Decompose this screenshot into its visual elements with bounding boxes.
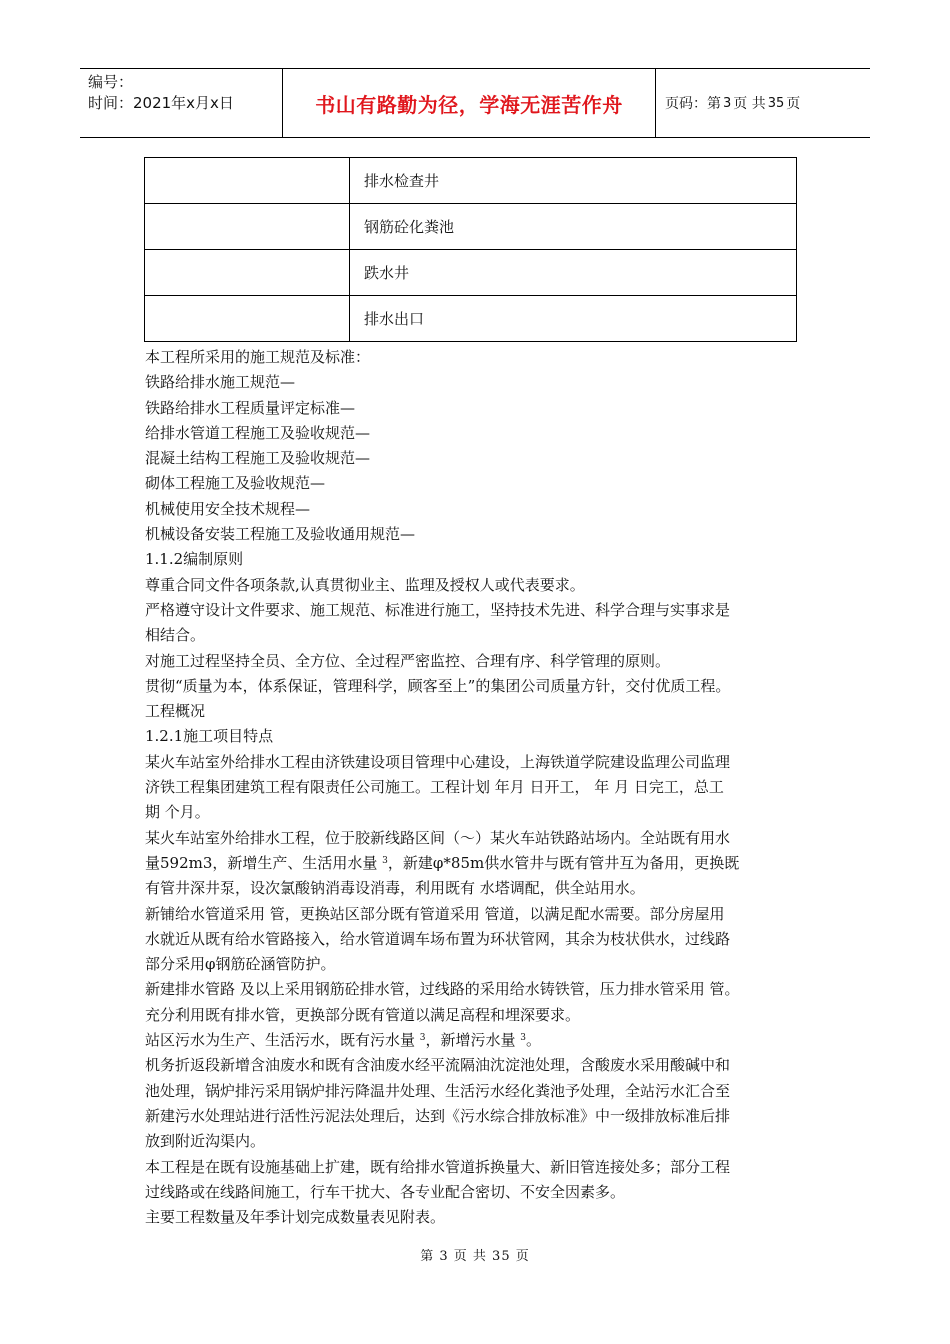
text-line: 济铁工程集团建筑工程有限责任公司施工。工程计划 年月 日开工， 年 月 日完工，总工 bbox=[145, 778, 724, 797]
page-total: 35 bbox=[767, 95, 785, 111]
table-row bbox=[145, 158, 797, 204]
text-line: 给排水管道工程施工及验收规范— bbox=[145, 423, 371, 442]
text-line: 工程概况 bbox=[145, 702, 206, 721]
text-line: 机务折返段新增含油废水和既有含油废水经平流隔油沈淀池处理，含酸废水采用酸碱中和 bbox=[145, 1056, 731, 1075]
text-line: 严格遵守设计文件要求、施工规范、标准进行施工，坚持技术先进、科学合理与实事求是 bbox=[145, 600, 731, 619]
text-line: 本工程是在既有设施基础上扩建，既有给排水管道拆换量大、新旧管连接处多；部分工程 bbox=[145, 1157, 731, 1176]
text-line: 过线路或在线路间施工，行车干扰大、各专业配合密切、不安全因素多。 bbox=[145, 1182, 626, 1201]
table-row bbox=[145, 250, 797, 296]
text-line: 新建污水处理站进行活性污泥法处理后，达到《污水综合排放标准》中一级排放标准后排 bbox=[145, 1106, 731, 1125]
text-block bbox=[145, 876, 815, 1028]
page-prefix: 页码：第 bbox=[665, 96, 721, 112]
text-block bbox=[145, 1053, 815, 1230]
text-line: 水就近从既有给水管路接入，给水管道调车场布置为环状管网，其余为枝状供水，过线路 bbox=[145, 929, 731, 948]
text-line: 砌体工程施工及验收规范— bbox=[145, 474, 326, 493]
text-block bbox=[145, 345, 815, 851]
table-row bbox=[145, 204, 797, 250]
text-line: 新建排水管路 及以上采用钢筋砼排水管，过线路的采用给水铸铁管，压力排水管采用 管。 bbox=[145, 980, 740, 999]
text-line: 铁路给排水工程质量评定标准— bbox=[145, 398, 356, 417]
text-line: 站区污水为生产、生活污水，既有污水量 $^3$，新增污水量 $^3$。 bbox=[145, 1031, 542, 1050]
text-line: 1.1.2编制原则 bbox=[145, 550, 244, 569]
table-cell: 排水出口 bbox=[350, 296, 797, 342]
page-number: 3 bbox=[723, 95, 732, 111]
text-line: 部分采用φ钢筋砼涵管防护。 bbox=[145, 955, 336, 974]
time-label: 时间：2021年x月x日 bbox=[88, 94, 234, 112]
text-line: 本工程所采用的施工规范及标准： bbox=[145, 348, 371, 366]
page-footer: 第 3 页 共 35 页 bbox=[420, 1249, 530, 1264]
facility-table bbox=[144, 157, 797, 342]
text-line: 放到附近沟渠内。 bbox=[145, 1132, 266, 1151]
header-meta bbox=[80, 69, 283, 137]
text-line: 充分利用既有排水管，更换部分既有管道以满足高程和埋深要求。 bbox=[145, 1005, 581, 1024]
text-line: 某火车站室外给排水工程，位于胶新线路区间（～）某火车站铁路站场内。全站既有用水 bbox=[145, 828, 731, 847]
text-line: 量592m3，新增生产、生活用水量 $^3$，新建φ*85m供水管井与既有管井互为备用，更换既 bbox=[145, 853, 740, 872]
text-line: 贯彻“质量为本，体系保证，管理科学，顾客至上”的集团公司质量方针，交付优质工程。 bbox=[145, 676, 731, 695]
page-suffix: 页 bbox=[786, 96, 801, 112]
table-cell bbox=[145, 250, 350, 296]
header-motto: 书山有路勤为径，学海无涯苦作舟 bbox=[283, 69, 656, 137]
table-row bbox=[145, 296, 797, 342]
text-line: 机械使用安全技术规程— bbox=[145, 499, 311, 518]
text-line: 某火车站室外给排水工程由济铁建设项目管理中心建设，上海铁道学院建设监理公司监理 bbox=[145, 752, 731, 771]
header-page-info bbox=[655, 69, 870, 137]
text-line: 混凝土结构工程施工及验收规范— bbox=[145, 449, 371, 468]
text-line: 新铺给水管道采用 管，更换站区部分既有管道采用 管道，以满足配水需要。部分房屋用 bbox=[145, 904, 725, 923]
table-cell bbox=[145, 296, 350, 342]
text-line: 相结合。 bbox=[145, 626, 206, 645]
text-line: 有管井深井泵，设次氯酸钠消毒设消毒，利用既有 水塔调配，供全站用水。 bbox=[145, 879, 645, 898]
document-body bbox=[145, 345, 815, 1230]
text-line: 期 个月。 bbox=[145, 803, 210, 822]
table-cell: 跌水井 bbox=[350, 250, 797, 296]
table-cell bbox=[145, 204, 350, 250]
page-header bbox=[80, 68, 870, 138]
table-cell: 排水检查井 bbox=[350, 158, 797, 204]
text-line: 池处理，锅炉排污采用锅炉排污降温井处理、生活污水经化粪池予处理，全站污水汇合至 bbox=[145, 1081, 731, 1100]
text-line: 主要工程数量及年季计划完成数量表见附表。 bbox=[145, 1208, 446, 1227]
text-line: 对施工过程坚持全员、全方位、全过程严密监控、合理有序、科学管理的原则。 bbox=[145, 651, 671, 670]
text-line: 1.2.1施工项目特点 bbox=[145, 727, 274, 746]
page-mid: 页 共 bbox=[733, 96, 766, 112]
number-label: 编号： bbox=[88, 73, 134, 91]
table-cell bbox=[145, 158, 350, 204]
text-line: 尊重合同文件各项条款,认真贯彻业主、监理及授权人或代表要求。 bbox=[145, 575, 585, 594]
text-line: 铁路给排水施工规范— bbox=[145, 373, 296, 392]
text-line: 机械设备安装工程施工及验收通用规范— bbox=[145, 525, 416, 544]
table-cell: 钢筋砼化粪池 bbox=[350, 204, 797, 250]
